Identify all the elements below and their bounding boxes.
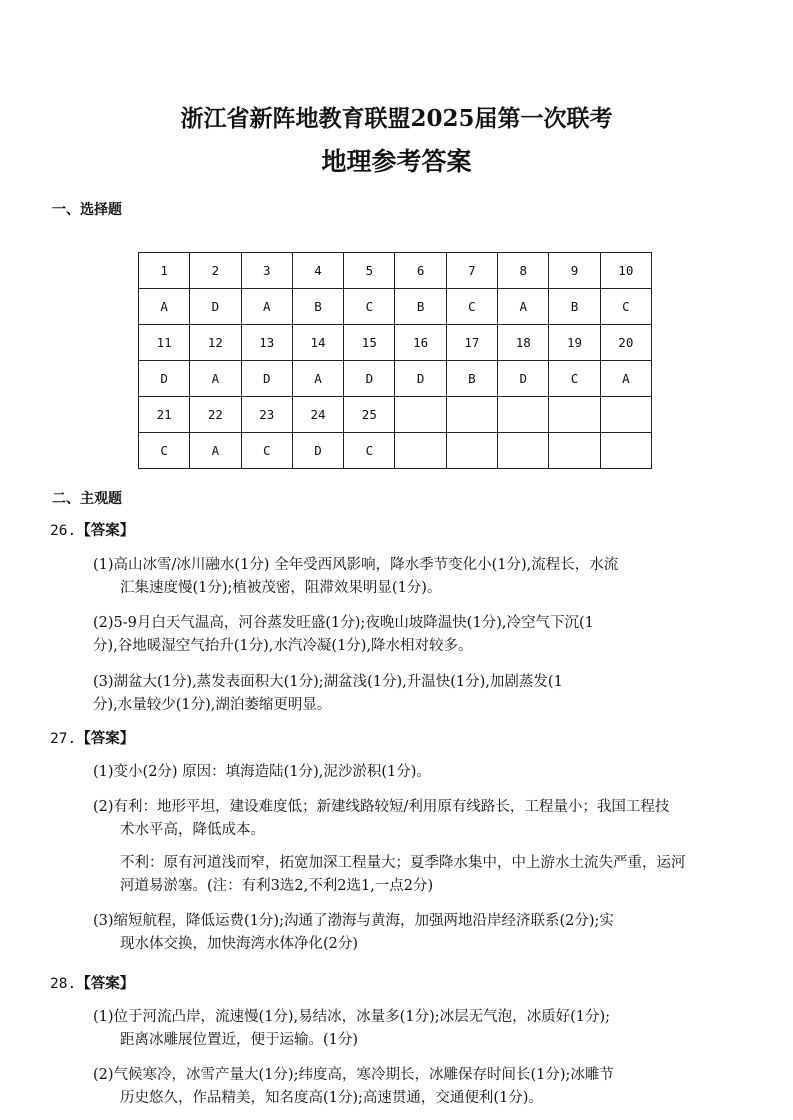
question-number-cell: 14 xyxy=(292,325,343,361)
question-number-cell: 25 xyxy=(344,397,395,433)
q26-part3-line1: (3)湖盆大(1分),蒸发表面积大(1分);湖盆浅(1分),升温快(1分),加剧蒸发(1 xyxy=(93,674,563,690)
answer-table-row xyxy=(139,397,652,433)
answer-cell: D xyxy=(139,361,190,397)
answer-cell: B xyxy=(446,361,497,397)
q27-part3-line2: 现水体交换，加快海湾水体净化(2分) xyxy=(120,935,359,952)
section-heading-subjective: 二、主观题 xyxy=(52,491,122,507)
q28-part1-line2: 距离冰雕展位置近，便于运输。(1分) xyxy=(120,1031,359,1048)
question-number-cell: 19 xyxy=(549,325,600,361)
answer-cell xyxy=(600,433,651,469)
q26-part2-line1: (2)5-9月白天气温高，河谷蒸发旺盛(1分);夜晚山坡降温快(1分),冷空气下沉(1 xyxy=(93,615,594,631)
answer-cell: B xyxy=(549,289,600,325)
answer-label: 【答案】 xyxy=(76,522,135,539)
answer-cell: D xyxy=(190,289,241,325)
answer-cell: A xyxy=(190,433,241,469)
answer-cell: C xyxy=(446,289,497,325)
q26-part3-line2: 分),水量较少(1分),湖泊萎缩更明显。 xyxy=(93,696,332,713)
answer-table-row xyxy=(139,433,652,469)
answer-cell: C xyxy=(344,289,395,325)
answer-cell: B xyxy=(292,289,343,325)
answer-table-row xyxy=(139,361,652,397)
q26-part1-line1: (1)高山冰雪/冰川融水(1分) 全年受西风影响，降水季节变化小(1分),流程长，水流 xyxy=(93,557,619,573)
answer-table-row xyxy=(139,289,652,325)
q27-part2-line2: 术水平高，降低成本。 xyxy=(120,821,265,838)
answer-cell: C xyxy=(344,433,395,469)
q27-part1 xyxy=(93,761,743,784)
q26-part2 xyxy=(93,612,743,657)
q28-part2-line2: 历史悠久，作品精美，知名度高(1分);高速贯通，交通便利(1分)。 xyxy=(120,1089,543,1106)
answer-cell: C xyxy=(241,433,292,469)
answer-cell xyxy=(498,433,549,469)
q26-part3 xyxy=(93,671,743,716)
question-number-cell: 11 xyxy=(139,325,190,361)
question-number: 28. xyxy=(50,976,77,992)
question-number-cell: 20 xyxy=(600,325,651,361)
question-number-cell xyxy=(549,397,600,433)
q26-part2-line2: 分),谷地暖湿空气抬升(1分),水汽冷凝(1分),降水相对较多。 xyxy=(93,637,473,654)
answer-cell: C xyxy=(600,289,651,325)
question-number-cell: 24 xyxy=(292,397,343,433)
question-26-heading xyxy=(50,519,134,540)
q28-part2 xyxy=(93,1064,743,1109)
answer-table-row xyxy=(139,253,652,289)
question-number-cell: 13 xyxy=(241,325,292,361)
question-number-cell: 7 xyxy=(446,253,497,289)
question-number-cell: 15 xyxy=(344,325,395,361)
answer-cell: A xyxy=(600,361,651,397)
answer-cell: C xyxy=(549,361,600,397)
answer-cell: D xyxy=(344,361,395,397)
q28-part1 xyxy=(93,1006,743,1051)
q27-part2-disadvantage xyxy=(93,852,743,897)
question-number-cell: 9 xyxy=(549,253,600,289)
answer-cell: A xyxy=(498,289,549,325)
question-number-cell xyxy=(446,397,497,433)
q26-part1-line2: 汇集速度慢(1分);植被茂密，阻滞效果明显(1分)。 xyxy=(120,579,442,596)
question-number-cell: 8 xyxy=(498,253,549,289)
question-number-cell: 1 xyxy=(139,253,190,289)
q27-part3-line1: (3)缩短航程，降低运费(1分);沟通了渤海与黄海，加强两地沿岸经济联系(2分);实 xyxy=(93,913,614,929)
answer-cell xyxy=(395,433,446,469)
question-number-cell: 18 xyxy=(498,325,549,361)
q27-part2-line4: 河道易淤塞。(注：有利3选2,不利2选1,一点2分) xyxy=(120,877,434,894)
answer-table-row xyxy=(139,325,652,361)
question-number-cell xyxy=(395,397,446,433)
answer-cell: D xyxy=(395,361,446,397)
question-27-heading xyxy=(50,727,134,748)
question-number-cell: 16 xyxy=(395,325,446,361)
question-number: 27. xyxy=(50,731,77,747)
question-number-cell xyxy=(498,397,549,433)
question-number-cell: 2 xyxy=(190,253,241,289)
q28-part1-line1: (1)位于河流凸岸，流速慢(1分),易结冰，冰量多(1分);冰层无气泡，冰质好(1分); xyxy=(93,1009,611,1025)
question-number-cell: 22 xyxy=(190,397,241,433)
answer-cell xyxy=(446,433,497,469)
question-number-cell: 6 xyxy=(395,253,446,289)
question-number-cell: 21 xyxy=(139,397,190,433)
question-number-cell: 12 xyxy=(190,325,241,361)
answer-cell: D xyxy=(292,433,343,469)
q27-part2 xyxy=(93,796,743,841)
question-number-cell xyxy=(600,397,651,433)
q27-part2-line1: (2)有利：地形平坦，建设难度低；新建线路较短/利用原有线路长，工程量小；我国工程技 xyxy=(93,799,670,815)
answer-cell: A xyxy=(292,361,343,397)
question-number-cell: 3 xyxy=(241,253,292,289)
section-heading-choice: 一、选择题 xyxy=(52,202,122,218)
question-number-cell: 23 xyxy=(241,397,292,433)
answer-label: 【答案】 xyxy=(76,730,135,747)
answer-label: 【答案】 xyxy=(76,975,135,992)
q27-part1-line1: (1)变小(2分) 原因：填海造陆(1分),泥沙淤积(1分)。 xyxy=(93,764,431,780)
answer-cell: C xyxy=(139,433,190,469)
answer-cell: D xyxy=(241,361,292,397)
q28-part2-line1: (2)气候寒冷，冰雪产量大(1分);纬度高，寒冷期长，冰雕保存时间长(1分);冰雕节 xyxy=(93,1067,614,1083)
question-number-cell: 17 xyxy=(446,325,497,361)
answer-cell: A xyxy=(241,289,292,325)
answer-cell: B xyxy=(395,289,446,325)
page-title: 浙江省新阵地教育联盟2025届第一次联考 xyxy=(180,105,613,132)
q26-part1 xyxy=(93,554,743,599)
q27-part3 xyxy=(93,910,743,955)
answer-table xyxy=(138,252,652,469)
answer-cell: A xyxy=(139,289,190,325)
answer-cell: A xyxy=(190,361,241,397)
question-number-cell: 5 xyxy=(344,253,395,289)
answer-cell xyxy=(549,433,600,469)
question-number-cell: 4 xyxy=(292,253,343,289)
q27-part2-line3: 不利：原有河道浅而窄，拓宽加深工程量大；夏季降水集中，中上游水土流失严重，运河 xyxy=(120,855,686,871)
question-28-heading xyxy=(50,972,134,993)
question-number-cell: 10 xyxy=(600,253,651,289)
answer-cell: D xyxy=(498,361,549,397)
page-subtitle: 地理参考答案 xyxy=(321,147,472,176)
question-number: 26. xyxy=(50,523,77,539)
